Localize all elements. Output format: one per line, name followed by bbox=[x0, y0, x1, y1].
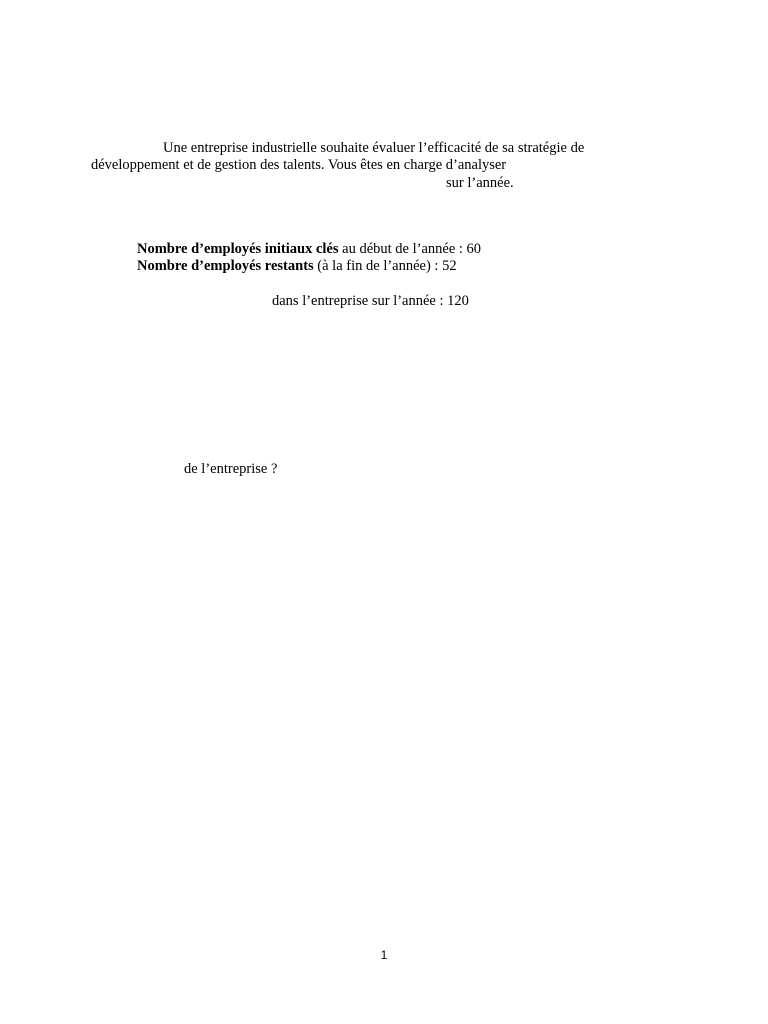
stat-total-employees: dans l’entreprise sur l’année : 120 bbox=[272, 293, 469, 309]
stat-remaining-label: Nombre d’employés restants bbox=[137, 258, 314, 274]
stat-remaining-employees bbox=[137, 258, 457, 275]
intro-line-3: sur l’année. bbox=[446, 175, 514, 191]
question-fragment: de l’entreprise ? bbox=[184, 461, 278, 477]
stat-remaining-value: (à la fin de l’année) : 52 bbox=[313, 258, 457, 274]
stat-initial-label: Nombre d’employés initiaux clés bbox=[137, 241, 339, 257]
intro-line-2: développement et de gestion des talents. Vous êtes en charge d’analyser bbox=[91, 157, 507, 173]
intro-line-1: Une entreprise industrielle souhaite évaluer l’efficacité de sa stratégie de bbox=[163, 140, 585, 156]
stat-initial-value: au début de l’année : 60 bbox=[338, 241, 482, 257]
page-number: 1 bbox=[380, 948, 388, 962]
stat-initial-employees bbox=[137, 241, 481, 258]
